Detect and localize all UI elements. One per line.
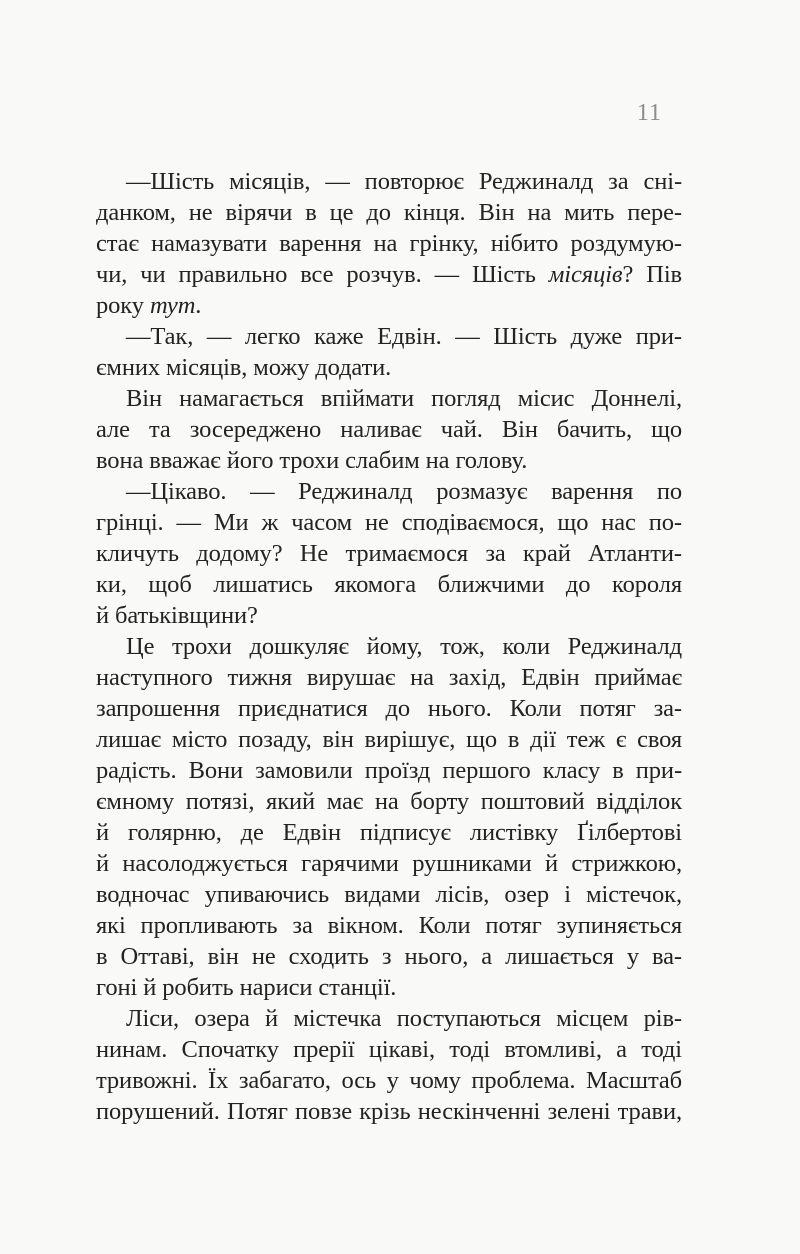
- text-line: Це трохи дошкуляє йому, тож, коли Реджиналд: [126, 633, 682, 660]
- text-line: [96, 259, 682, 290]
- paragraph: [96, 383, 682, 476]
- paragraph: [96, 1003, 682, 1127]
- text-line: кличуть додому? Не тримаємося за край Атланти-: [96, 540, 682, 567]
- text-line: водночас упиваючись видами лісів, озер і містечок,: [96, 881, 682, 908]
- text-line: ки, щоб лишатись якомога ближчими до короля: [96, 571, 682, 598]
- text-segment: ? Пів: [622, 261, 682, 288]
- text-line: нинам. Спочатку прерії цікаві, тоді втомливі, а тоді: [96, 1036, 682, 1063]
- text-segment: чи, чи правильно все розчув. — Шість: [96, 261, 549, 288]
- text-line: які пропливають за вікном. Коли потяг зупиняється: [96, 912, 682, 939]
- text-line: —Шість місяців, — повторює Реджиналд за сні-: [126, 168, 682, 195]
- text-line: ємних місяців, можу додати.: [96, 354, 392, 381]
- text-line: запрошення приєднатися до нього. Коли потяг за-: [96, 695, 682, 722]
- text-line: порушений. Потяг повзе крізь нескінченні зелені трави,: [96, 1098, 682, 1125]
- text-line: й голярню, де Едвін підписує листівку Ґілбертові: [96, 819, 682, 846]
- text-line: тривожні. Їх забагато, ось у чому проблема. Масштаб: [96, 1067, 682, 1094]
- italic-word: місяців: [548, 261, 623, 288]
- body-text: [96, 166, 682, 1127]
- text-line: радість. Вони замовили проїзд першого класу в при-: [96, 757, 682, 784]
- paragraph: [96, 631, 682, 1003]
- text-line: в Оттаві, він не сходить з нього, а лишається у ва-: [96, 943, 682, 970]
- paragraph: [96, 321, 682, 383]
- text-segment: .: [195, 292, 202, 319]
- paragraph: [96, 166, 682, 321]
- text-line: —Цікаво. — Реджиналд розмазує варення по: [126, 478, 682, 505]
- text-line: але та зосереджено наливає чай. Він бачить, що: [96, 416, 682, 443]
- text-line: гоні й робить нариси станції.: [96, 974, 397, 1001]
- text-segment: року: [96, 292, 150, 319]
- text-line: грінці. — Ми ж часом не сподіваємося, що нас по-: [96, 509, 682, 536]
- text-line: стає намазувати варення на грінку, нібито роздумую-: [96, 230, 682, 257]
- text-line: —Так, — легко каже Едвін. — Шість дуже при-: [126, 323, 682, 350]
- text-line: наступного тижня вирушає на захід, Едвін приймає: [96, 664, 682, 691]
- paragraph: [96, 476, 682, 631]
- text-line: вона вважає його трохи слабим на голову.: [96, 447, 528, 474]
- text-line: лишає місто позаду, він вирішує, що в дії теж є своя: [96, 726, 682, 753]
- text-line: данком, не вірячи в це до кінця. Він на мить пере-: [96, 199, 682, 226]
- text-line: ємному потязі, який має на борту поштовий відділок: [96, 788, 682, 815]
- text-line: й насолоджується гарячими рушниками й стрижкою,: [96, 850, 682, 877]
- text-line: Ліси, озера й містечка поступаються місцем рів-: [126, 1005, 682, 1032]
- page-number: 11: [636, 100, 662, 126]
- text-line: й батьківщини?: [96, 602, 258, 629]
- text-line: [96, 290, 682, 321]
- text-line: Він намагається впіймати погляд місис Доннелі,: [126, 385, 682, 412]
- italic-word: тут: [149, 292, 196, 319]
